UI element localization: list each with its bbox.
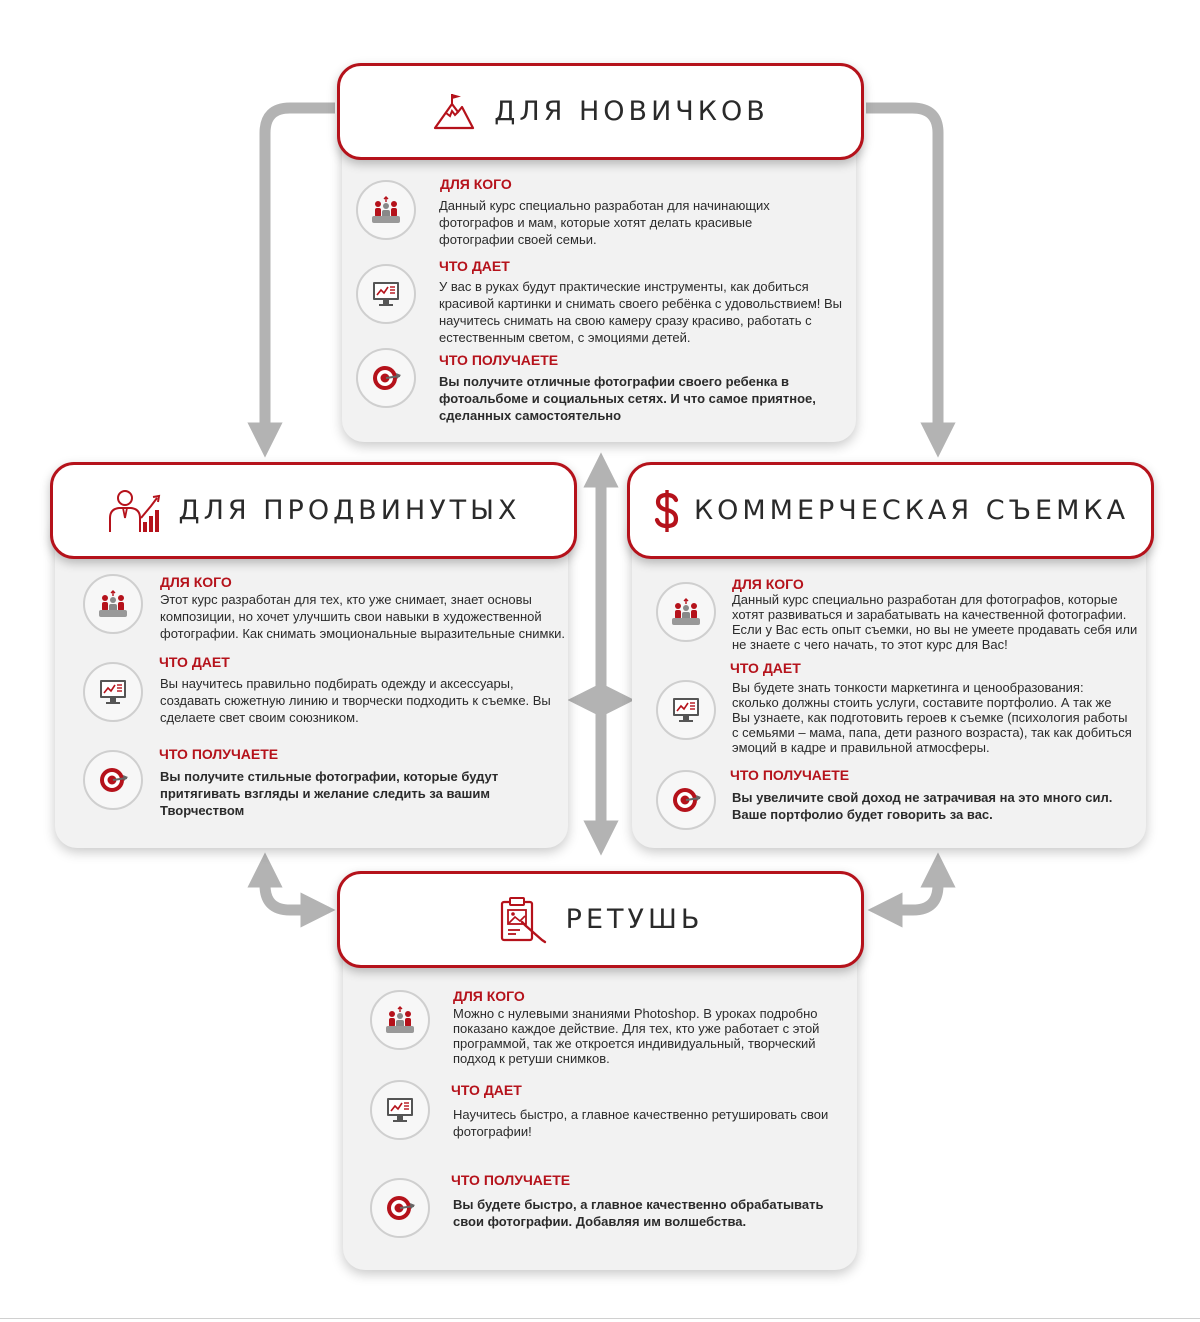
people-icon-circle — [83, 574, 143, 634]
gives-text: Вы научитесь правильно подбирать одежду и аксессуары, создавать сюжетную линию и творчески подходить к съемке. Вы сделаете свет своим союзником. — [160, 676, 551, 725]
target-icon-circle — [656, 770, 716, 830]
monitor-chart-icon — [97, 677, 129, 707]
retouch-tablet-icon — [498, 896, 548, 944]
people-icon-circle — [370, 990, 430, 1050]
get-text: Вы увеличите свой доход не затрачивая на это много сил. Ваше портфолио будет говорить за вас. — [732, 790, 1113, 822]
commercial-title: КОММЕРЧЕСКАЯ СЪЕМКА — [693, 495, 1130, 526]
target-icon-circle — [370, 1178, 430, 1238]
people-icon — [383, 1005, 417, 1035]
get-heading: ЧТО ПОЛУЧАЕТЕ — [451, 1172, 571, 1188]
people-icon-circle — [656, 582, 716, 642]
arrow-beginners-to-advanced — [265, 108, 335, 440]
advanced-header — [50, 462, 577, 559]
beginners-title: ДЛЯ НОВИЧКОВ — [494, 96, 769, 127]
get-heading: ЧТО ПОЛУЧАЕТЕ — [730, 767, 850, 783]
people-icon — [669, 597, 703, 627]
arrow-commercial-to-retouch — [885, 870, 938, 910]
get-text: Вы получите стильные фотографии, которые будут притягивать взгляды и желание следить за вашим Творчеством — [160, 769, 499, 818]
people-icon-circle — [356, 180, 416, 240]
retouch-card — [343, 926, 857, 1270]
who-heading: ДЛЯ КОГО — [732, 576, 804, 592]
target-icon — [384, 1192, 416, 1224]
gives-heading: ЧТО ДАЕТ — [439, 258, 510, 274]
target-icon-circle — [83, 750, 143, 810]
gives-text: Научитесь быстро, а главное качественно ретушировать свои фотографии! — [453, 1107, 829, 1139]
beginners-header — [337, 63, 864, 160]
who-heading: ДЛЯ КОГО — [453, 988, 525, 1004]
monitor-chart-icon — [670, 695, 702, 725]
mountain-flag-icon — [432, 92, 476, 132]
gives-heading: ЧТО ДАЕТ — [730, 660, 801, 676]
who-text: Данный курс специально разработан для начинающих фотографов и мам, которые хотят делать красивые фотографии своей семьи. — [439, 198, 770, 247]
monitor-chart-icon — [370, 279, 402, 309]
monitor-chart-icon-circle — [656, 680, 716, 740]
who-text: Этот курс разработан для тех, кто уже снимает, знает основы композиции, но хочет улучшить свои навыки в художественной фотографии. Как снимать эмоциональные выразительные снимки. — [160, 592, 566, 641]
get-text: Вы будете быстро, а главное качественно обрабатывать свои фотографии. Добавляя им волшебства. — [453, 1197, 824, 1229]
get-heading: ЧТО ПОЛУЧАЕТЕ — [439, 352, 559, 368]
advanced-card — [55, 512, 568, 848]
monitor-chart-icon-circle — [83, 662, 143, 722]
monitor-chart-icon-circle — [370, 1080, 430, 1140]
target-icon-circle — [356, 348, 416, 408]
gives-text: Вы будете знать тонкости маркетинга и ценообразования: сколько должны стоить услуги, составите портфолио. А так же Вы узнаете, как подготовить героев к съемке (психология работы с семьями – мама, папа, дети разного возраста), так как добиться эмоций в кадре и правильной атмосферы. — [732, 680, 1132, 755]
advanced-title: ДЛЯ ПРОДВИНУТЫХ — [178, 495, 521, 526]
get-heading: ЧТО ПОЛУЧАЕТЕ — [159, 746, 279, 762]
commercial-card — [632, 512, 1146, 848]
gives-heading: ЧТО ДАЕТ — [451, 1082, 522, 1098]
who-heading: ДЛЯ КОГО — [160, 574, 232, 590]
retouch-title: РЕТУШЬ — [565, 904, 704, 935]
people-icon — [369, 195, 403, 225]
who-text: Данный курс специально разработан для фотографов, которые хотят развиваться и зарабатывать на качественной фотографии. Если у Вас есть опыт съемки, но вы не умеете продавать себя или не знаете с чего начать, то этот курс для Вас! — [732, 592, 1138, 652]
get-text: Вы получите отличные фотографии своего ребенка в фотоальбоме и социальных сетях. И что самое приятное, сделанных самостоятельно — [439, 374, 816, 423]
person-growth-icon — [107, 488, 161, 534]
gives-text: У вас в руках будут практические инструменты, как добиться красивой картинки и снимать своего ребёнка с удовольствием! Вы научитесь снимать на свою камеру сразу красиво, работать с естественным светом, с эмоциями детей. — [439, 279, 842, 345]
target-icon — [97, 764, 129, 796]
bottom-divider — [0, 1318, 1200, 1319]
people-icon — [96, 589, 130, 619]
who-heading: ДЛЯ КОГО — [440, 176, 512, 192]
arrow-beginners-to-commercial — [866, 108, 938, 440]
target-icon — [670, 784, 702, 816]
retouch-header — [337, 871, 864, 968]
beginners-card — [342, 120, 856, 442]
arrow-advanced-to-retouch — [265, 870, 318, 910]
dollar-icon — [652, 488, 682, 534]
monitor-chart-icon — [384, 1095, 416, 1125]
monitor-chart-icon-circle — [356, 264, 416, 324]
who-text: Можно с нулевыми знаниями Photoshop. В уроках подробно показано каждое действие. Для тех, кто уже работает с этой программой, так же откроется индивидуальный, творческий подход к ретуши снимков. — [453, 1006, 820, 1066]
target-icon — [370, 362, 402, 394]
gives-heading: ЧТО ДАЕТ — [159, 654, 230, 670]
commercial-header — [627, 462, 1154, 559]
